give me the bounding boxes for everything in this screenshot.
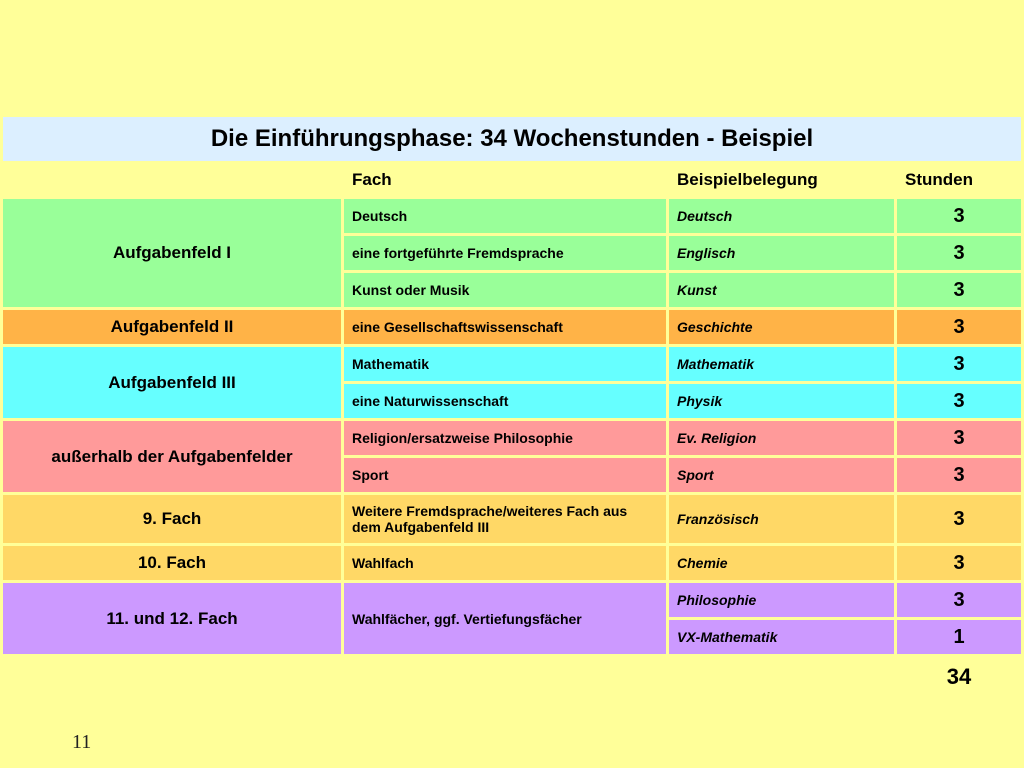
fach-cell: eine fortgeführte Fremdsprache <box>344 236 666 270</box>
group-label-9-fach: 9. Fach <box>3 495 341 543</box>
beleg-cell: Deutsch <box>669 199 894 233</box>
course-schedule-table <box>0 114 1024 700</box>
hours-cell: 3 <box>897 583 1021 617</box>
table-row <box>3 421 1021 455</box>
hours-cell: 3 <box>897 495 1021 543</box>
hours-cell: 3 <box>897 347 1021 381</box>
fach-cell: Kunst oder Musik <box>344 273 666 307</box>
fach-cell: Deutsch <box>344 199 666 233</box>
fach-cell: eine Gesellschaftswissenschaft <box>344 310 666 344</box>
beleg-cell: Mathematik <box>669 347 894 381</box>
hours-cell: 3 <box>897 236 1021 270</box>
header-beispielbelegung: Beispielbelegung <box>669 164 894 196</box>
fach-cell: Mathematik <box>344 347 666 381</box>
table-row <box>3 347 1021 381</box>
hours-cell: 3 <box>897 310 1021 344</box>
group-label-aufgabenfeld-3: Aufgabenfeld III <box>3 347 341 418</box>
beleg-cell: Französisch <box>669 495 894 543</box>
fach-cell: Wahlfächer, ggf. Vertiefungsfächer <box>344 583 666 654</box>
beleg-cell: Sport <box>669 458 894 492</box>
hours-cell: 3 <box>897 273 1021 307</box>
header-stunden: Stunden <box>897 164 1021 196</box>
table-row <box>3 199 1021 233</box>
hours-cell: 3 <box>897 199 1021 233</box>
group-label-11-12-fach: 11. und 12. Fach <box>3 583 341 654</box>
table-row <box>3 583 1021 617</box>
hours-cell: 3 <box>897 421 1021 455</box>
total-empty-cell <box>3 657 894 697</box>
header-row <box>3 164 1021 196</box>
header-empty-cell <box>3 164 341 196</box>
slide-number: 11 <box>72 731 92 753</box>
group-label-ausserhalb: außerhalb der Aufgabenfelder <box>3 421 341 492</box>
header-fach: Fach <box>344 164 666 196</box>
beleg-cell: Physik <box>669 384 894 418</box>
group-label-10-fach: 10. Fach <box>3 546 341 580</box>
hours-cell: 1 <box>897 620 1021 654</box>
table-row <box>3 495 1021 543</box>
beleg-cell: VX-Mathematik <box>669 620 894 654</box>
beleg-cell: Philosophie <box>669 583 894 617</box>
hours-cell: 3 <box>897 458 1021 492</box>
group-label-aufgabenfeld-1: Aufgabenfeld I <box>3 199 341 307</box>
hours-cell: 3 <box>897 546 1021 580</box>
table-row <box>3 546 1021 580</box>
table-row <box>3 310 1021 344</box>
total-hours-cell: 34 <box>897 657 1021 697</box>
group-label-aufgabenfeld-2: Aufgabenfeld II <box>3 310 341 344</box>
fach-cell: eine Naturwissenschaft <box>344 384 666 418</box>
beleg-cell: Chemie <box>669 546 894 580</box>
fach-cell: Weitere Fremdsprache/weiteres Fach aus dem Aufgabenfeld III <box>344 495 666 543</box>
fach-cell: Wahlfach <box>344 546 666 580</box>
total-row <box>3 657 1021 697</box>
beleg-cell: Kunst <box>669 273 894 307</box>
table-title: Die Einführungsphase: 34 Wochenstunden - Beispiel <box>3 117 1021 161</box>
fach-cell: Religion/ersatzweise Philosophie <box>344 421 666 455</box>
hours-cell: 3 <box>897 384 1021 418</box>
fach-cell: Sport <box>344 458 666 492</box>
beleg-cell: Englisch <box>669 236 894 270</box>
beleg-cell: Geschichte <box>669 310 894 344</box>
title-row <box>3 117 1021 161</box>
beleg-cell: Ev. Religion <box>669 421 894 455</box>
